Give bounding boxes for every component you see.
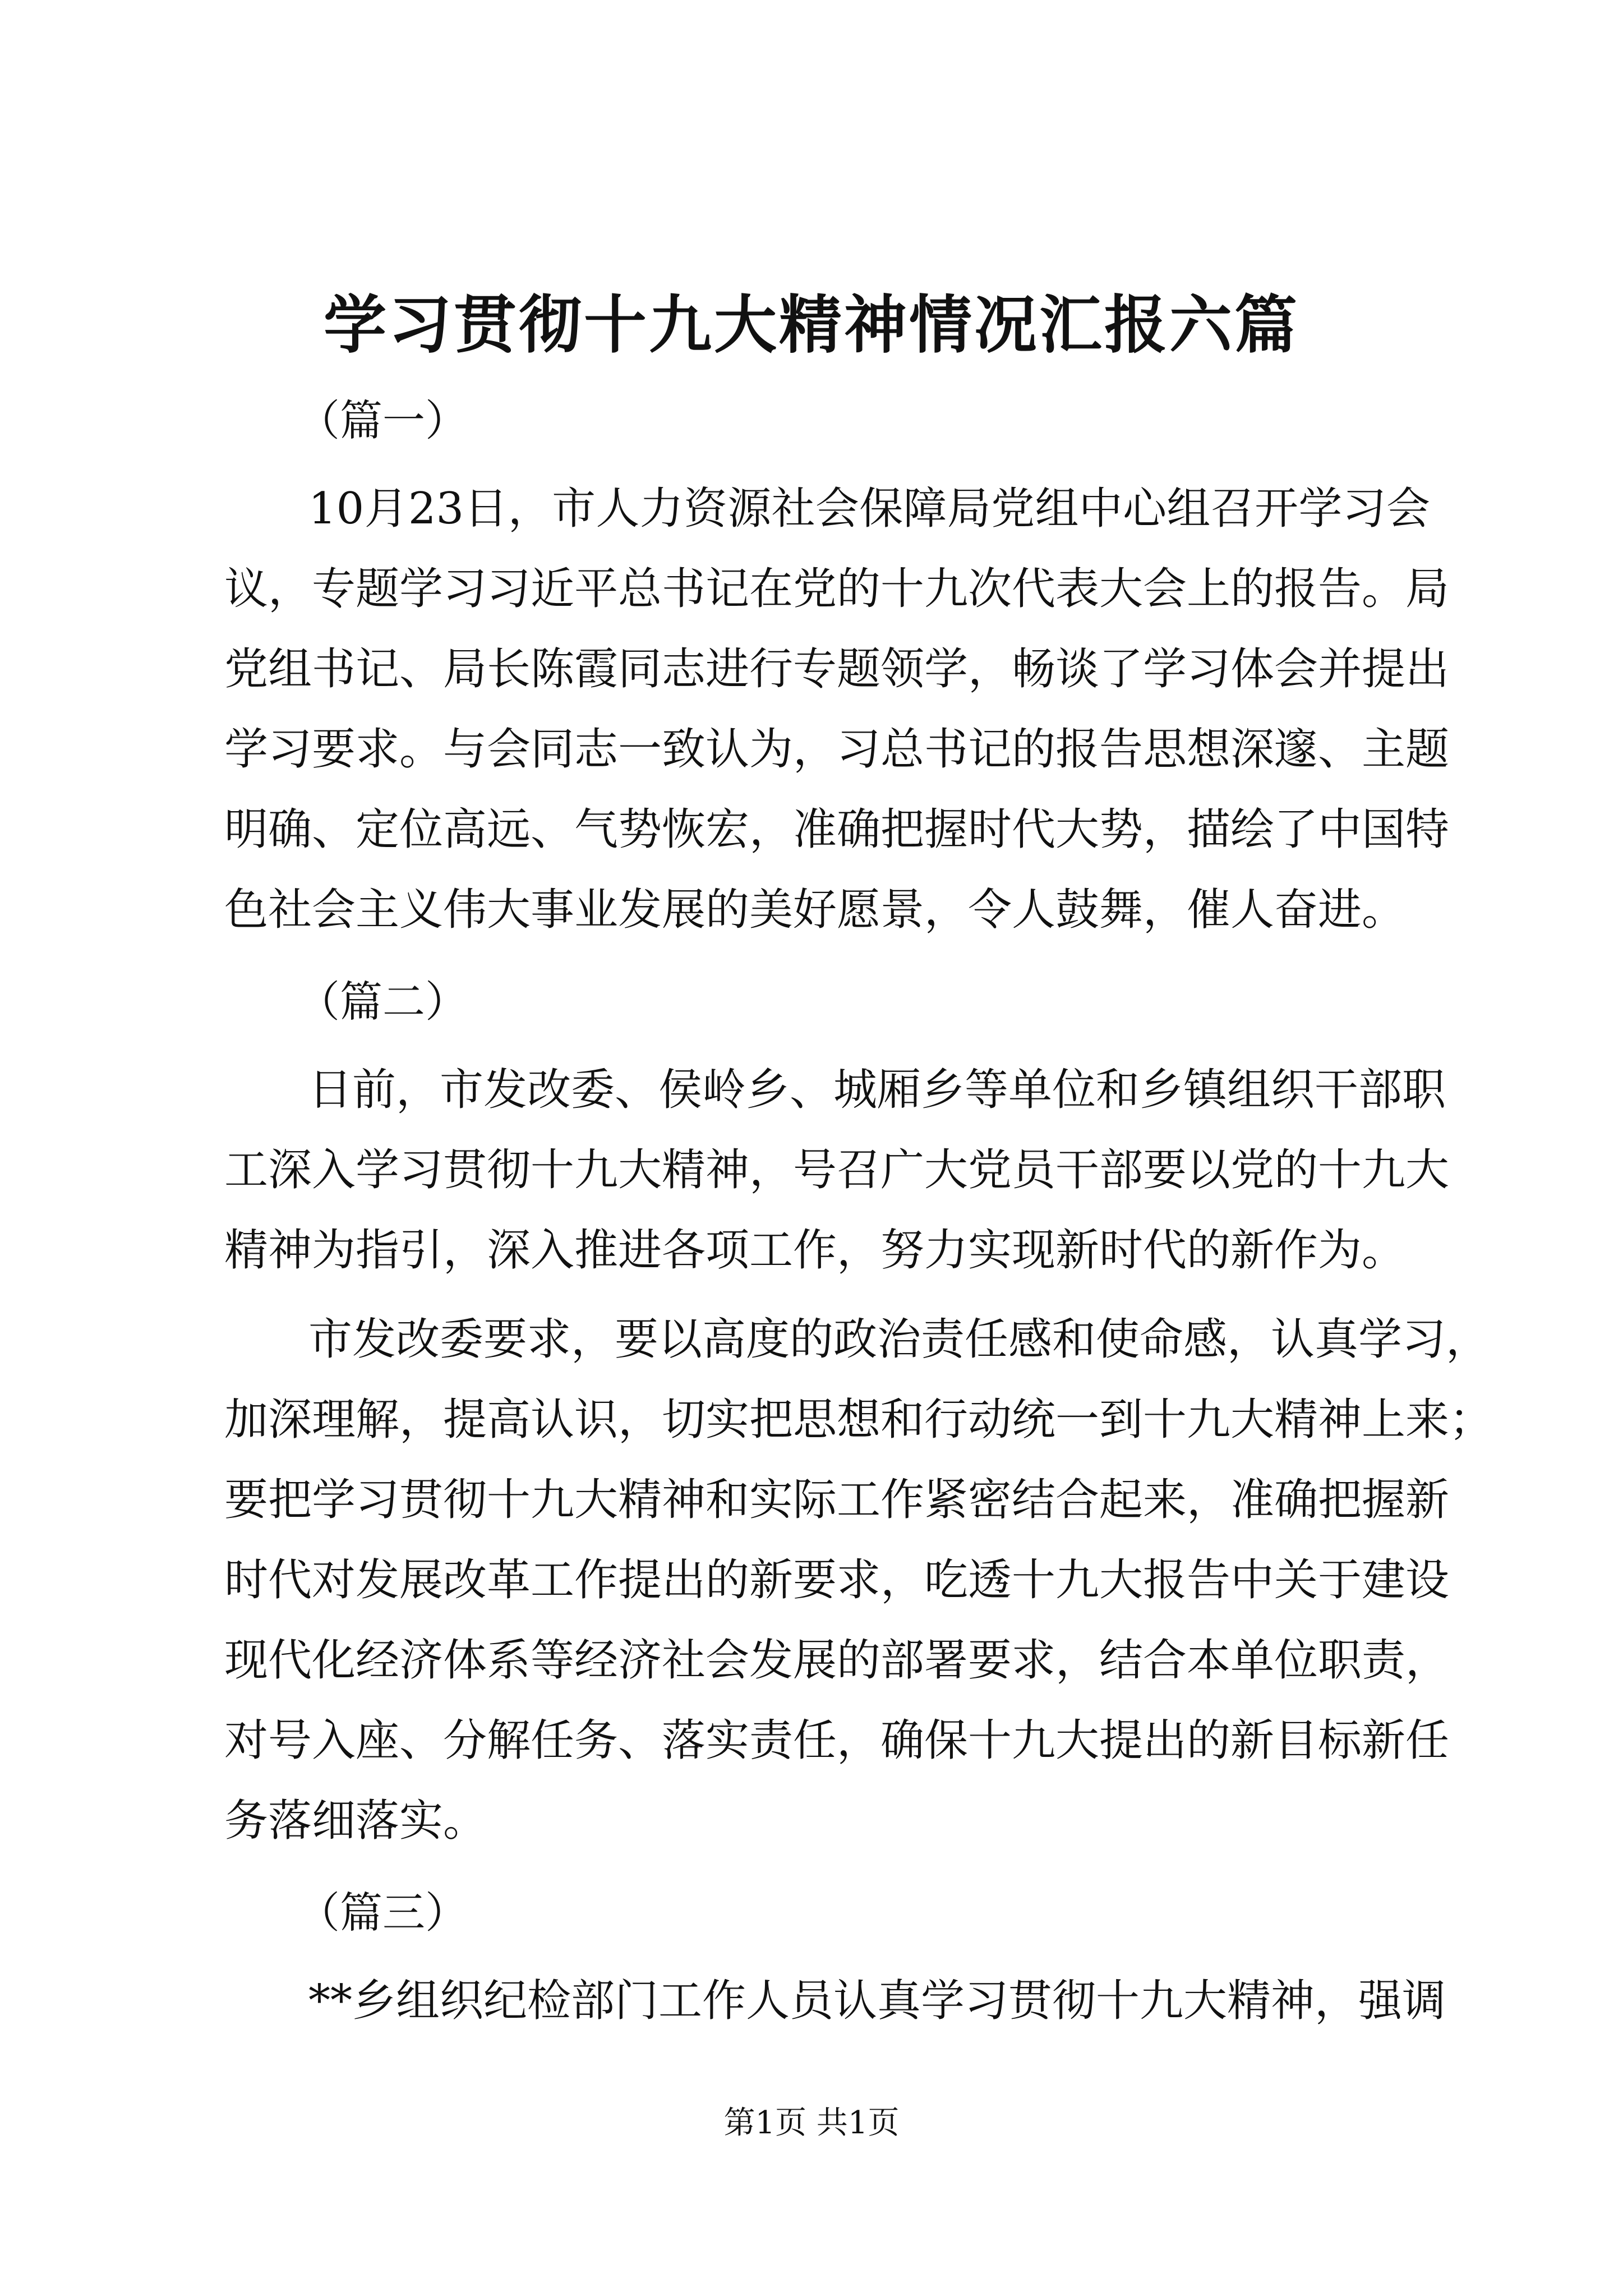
section-heading-1: （篇一） xyxy=(297,395,468,445)
text-line: 精神为指引，深入推进各项工作，努力实现新时代的新作为。 xyxy=(224,1225,1406,1276)
text-line: 10月23日，市人力资源社会保障局党组中心组召开学习会 xyxy=(308,484,1430,534)
text-line: 日前，市发改委、侯岭乡、城厢乡等单位和乡镇组织干部职 xyxy=(308,1065,1446,1115)
text-line: 现代化经济体系等经济社会发展的部署要求，结合本单位职责， xyxy=(224,1635,1450,1686)
text-line: 色社会主义伟大事业发展的美好愿景，令人鼓舞，催人奋进。 xyxy=(224,885,1406,935)
paragraph xyxy=(224,1050,1450,1291)
text-line: 工深入学习贯彻十九大精神，号召广大党员干部要以党的十九大 xyxy=(224,1145,1450,1195)
text-line: 党组书记、局长陈霞同志进行专题领学，畅谈了学习体会并提出 xyxy=(224,644,1450,694)
section-heading-2: （篇二） xyxy=(297,977,468,1027)
paragraph xyxy=(224,1300,1493,1861)
text-line: 要把学习贯彻十九大精神和实际工作紧密结合起来，准确把握新 xyxy=(224,1475,1450,1525)
document-title: 学习贯彻十九大精神情况汇报六篇 xyxy=(324,288,1299,362)
text-line: 明确、定位高远、气势恢宏，准确把握时代大势，描绘了中国特 xyxy=(224,804,1450,855)
text-line: 务落细落实。 xyxy=(224,1796,487,1846)
text-line: 加深理解，提高认识，切实把思想和行动统一到十九大精神上来； xyxy=(224,1395,1493,1445)
document-body xyxy=(224,381,1493,2041)
text-line: 学习要求。与会同志一致认为，习总书记的报告思想深邃、主题 xyxy=(224,724,1450,775)
text-line: 对号入座、分解任务、落实责任，确保十九大提出的新目标新任 xyxy=(224,1715,1450,1766)
paragraph xyxy=(224,469,1450,950)
text-line: 议，专题学习习近平总书记在党的十九次代表大会上的报告。局 xyxy=(224,564,1450,614)
text-line: **乡组织纪检部门工作人员认真学习贯彻十九大精神，强调 xyxy=(308,1976,1446,2026)
text-line: 时代对发展改革工作提出的新要求，吃透十九大报告中关于建设 xyxy=(224,1555,1450,1605)
page-footer: 第1页 共1页 xyxy=(723,2105,900,2141)
text-line: 市发改委要求，要以高度的政治责任感和使命感，认真学习， xyxy=(308,1314,1490,1365)
section-heading-3: （篇三） xyxy=(297,1888,468,1938)
paragraph xyxy=(224,1961,1446,2041)
